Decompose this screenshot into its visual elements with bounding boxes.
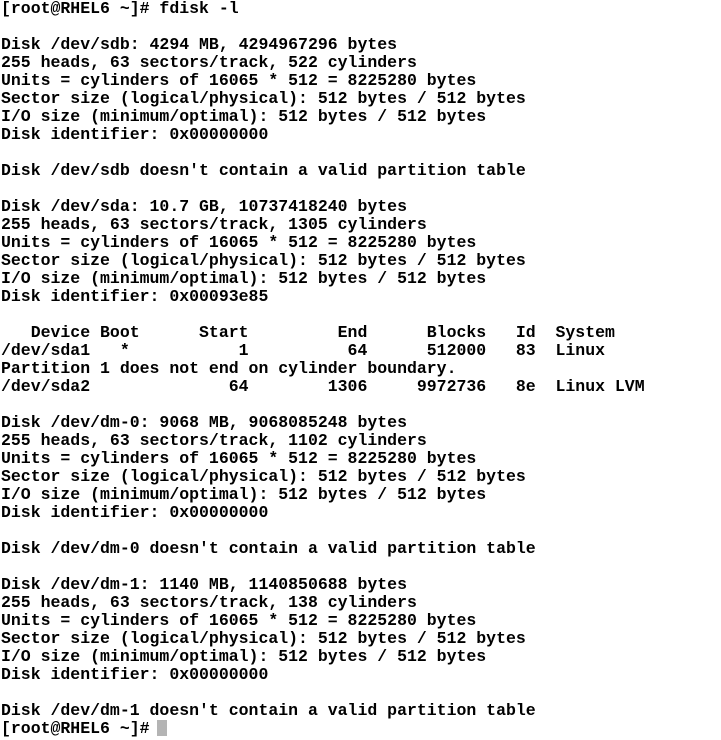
terminal-line: Disk /dev/sdb doesn't contain a valid partition table — [1, 161, 526, 180]
terminal-line: Disk /dev/dm-0 doesn't contain a valid partition table — [1, 539, 536, 558]
terminal-line: Sector size (logical/physical): 512 bytes / 512 bytes — [1, 89, 526, 108]
terminal-line: Disk /dev/sda: 10.7 GB, 10737418240 bytes — [1, 197, 407, 216]
terminal-line: I/O size (minimum/optimal): 512 bytes / 512 bytes — [1, 485, 487, 504]
terminal-line: Sector size (logical/physical): 512 bytes / 512 bytes — [1, 467, 526, 486]
terminal-line: Units = cylinders of 16065 * 512 = 8225280 bytes — [1, 233, 477, 252]
terminal-line: I/O size (minimum/optimal): 512 bytes / 512 bytes — [1, 269, 487, 288]
terminal-line — [1, 18, 721, 36]
command-prompt-line[interactable] — [1, 720, 721, 738]
terminal-line: Disk /dev/dm-1: 1140 MB, 1140850688 bytes — [1, 575, 407, 594]
terminal-line: Units = cylinders of 16065 * 512 = 8225280 bytes — [1, 71, 477, 90]
terminal-line: Partition 1 does not end on cylinder boundary. — [1, 359, 457, 378]
terminal-line — [1, 306, 721, 324]
terminal-line: Units = cylinders of 16065 * 512 = 8225280 bytes — [1, 449, 477, 468]
terminal-line: Disk identifier: 0x00000000 — [1, 503, 269, 522]
terminal-line — [1, 144, 721, 162]
terminal-line — [1, 558, 721, 576]
terminal-line: 255 heads, 63 sectors/track, 1305 cylinders — [1, 215, 427, 234]
terminal-line — [1, 180, 721, 198]
terminal-line — [1, 684, 721, 702]
terminal-line — [1, 522, 721, 540]
terminal-line — [1, 396, 721, 414]
terminal-line: I/O size (minimum/optimal): 512 bytes / 512 bytes — [1, 107, 487, 126]
terminal-line: I/O size (minimum/optimal): 512 bytes / 512 bytes — [1, 647, 487, 666]
terminal-line: 255 heads, 63 sectors/track, 522 cylinders — [1, 53, 417, 72]
terminal-line: Disk /dev/dm-1 doesn't contain a valid partition table — [1, 701, 536, 720]
terminal-line: [root@RHEL6 ~]# fdisk -l — [1, 0, 239, 18]
terminal-line: Disk identifier: 0x00000000 — [1, 665, 269, 684]
terminal-line: Device Boot Start End Blocks Id System — [1, 323, 615, 342]
shell-prompt: [root@RHEL6 ~]# — [1, 719, 150, 738]
terminal-line: /dev/sda1 * 1 64 512000 83 Linux — [1, 341, 605, 360]
terminal-line: 255 heads, 63 sectors/track, 138 cylinders — [1, 593, 417, 612]
terminal-line: Disk /dev/dm-0: 9068 MB, 9068085248 bytes — [1, 413, 407, 432]
terminal-line: Units = cylinders of 16065 * 512 = 8225280 bytes — [1, 611, 477, 630]
terminal-line: /dev/sda2 64 1306 9972736 8e Linux LVM — [1, 377, 645, 396]
terminal-output — [1, 0, 721, 720]
terminal-line: Disk /dev/sdb: 4294 MB, 4294967296 bytes — [1, 35, 398, 54]
text-cursor — [157, 720, 167, 736]
terminal-line: Sector size (logical/physical): 512 bytes / 512 bytes — [1, 251, 526, 270]
terminal-line: Disk identifier: 0x00093e85 — [1, 287, 269, 306]
terminal-line: Sector size (logical/physical): 512 bytes / 512 bytes — [1, 629, 526, 648]
terminal-line: 255 heads, 63 sectors/track, 1102 cylinders — [1, 431, 427, 450]
terminal-line: Disk identifier: 0x00000000 — [1, 125, 269, 144]
